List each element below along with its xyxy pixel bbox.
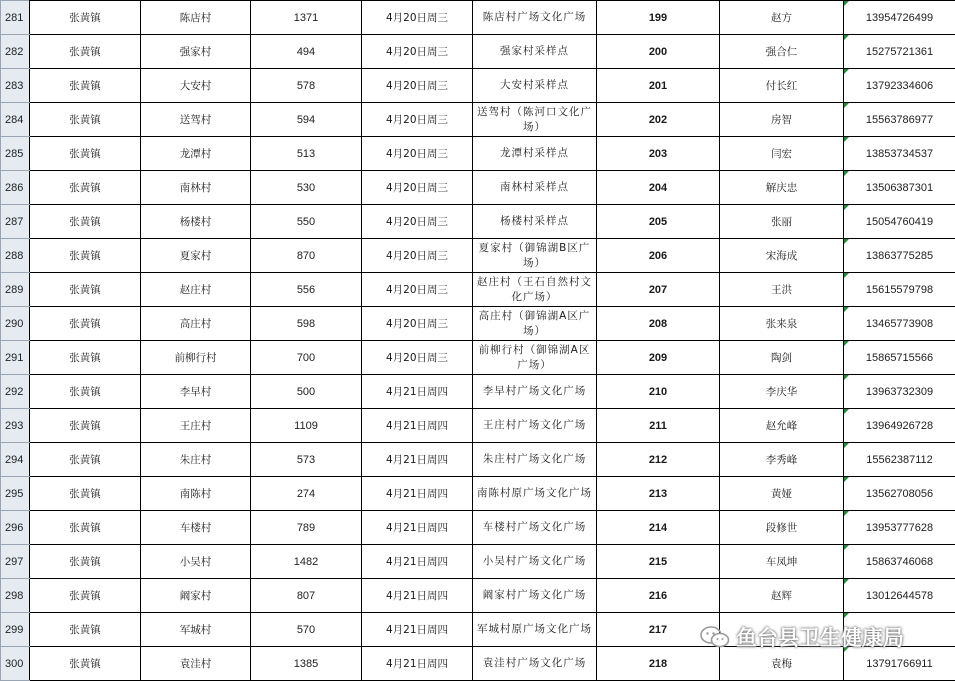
contact-cell[interactable]: 陶剑 — [720, 341, 844, 375]
population-cell[interactable]: 550 — [251, 205, 362, 239]
sequence-cell[interactable]: 208 — [597, 307, 720, 341]
population-cell[interactable]: 530 — [251, 171, 362, 205]
population-cell[interactable]: 594 — [251, 103, 362, 137]
phone-cell[interactable]: 15615579798 — [844, 273, 955, 307]
sequence-cell[interactable]: 201 — [597, 69, 720, 103]
site-cell[interactable]: 南林村采样点 — [473, 171, 597, 205]
phone-cell[interactable]: 13465773908 — [844, 307, 955, 341]
site-cell[interactable]: 赵庄村（王石自然村文化广场） — [473, 273, 597, 307]
table-row — [1, 137, 955, 171]
row-number[interactable]: 281 — [1, 1, 30, 35]
phone-cell[interactable]: 13506387301 — [844, 171, 955, 205]
town-cell[interactable]: 张黄镇 — [30, 69, 141, 103]
village-cell[interactable]: 高庄村 — [141, 307, 251, 341]
phone-cell[interactable]: 13012644578 — [844, 579, 955, 613]
contact-cell[interactable]: 宋海成 — [720, 239, 844, 273]
village-cell[interactable]: 车楼村 — [141, 511, 251, 545]
sequence-cell[interactable]: 217 — [597, 613, 720, 647]
date-cell[interactable]: 4月21日周四 — [362, 511, 473, 545]
date-cell[interactable]: 4月20日周三 — [362, 137, 473, 171]
population-cell[interactable]: 1371 — [251, 1, 362, 35]
table-row — [1, 273, 955, 307]
site-cell[interactable]: 强家村采样点 — [473, 35, 597, 69]
town-cell[interactable]: 张黄镇 — [30, 341, 141, 375]
town-cell[interactable]: 张黄镇 — [30, 647, 141, 681]
site-cell[interactable]: 高庄村（御锦湖A区广场） — [473, 307, 597, 341]
date-cell[interactable]: 4月21日周四 — [362, 409, 473, 443]
village-cell[interactable]: 前柳行村 — [141, 341, 251, 375]
village-cell[interactable]: 夏家村 — [141, 239, 251, 273]
town-cell[interactable]: 张黄镇 — [30, 409, 141, 443]
row-number[interactable]: 293 — [1, 409, 30, 443]
village-cell[interactable]: 陈店村 — [141, 1, 251, 35]
phone-cell[interactable]: 13562708056 — [844, 477, 955, 511]
row-number[interactable]: 292 — [1, 375, 30, 409]
table-row — [1, 307, 955, 341]
site-cell[interactable]: 陈店村广场文化广场 — [473, 1, 597, 35]
sequence-cell[interactable]: 216 — [597, 579, 720, 613]
population-cell[interactable]: 598 — [251, 307, 362, 341]
population-cell[interactable]: 500 — [251, 375, 362, 409]
site-cell[interactable]: 前柳行村（御锦湖A区广场） — [473, 341, 597, 375]
site-cell[interactable]: 车楼村广场文化广场 — [473, 511, 597, 545]
population-cell[interactable]: 513 — [251, 137, 362, 171]
date-cell[interactable]: 4月20日周三 — [362, 35, 473, 69]
date-cell[interactable]: 4月20日周三 — [362, 307, 473, 341]
contact-cell[interactable]: 付长红 — [720, 69, 844, 103]
site-cell[interactable]: 小吴村广场文化广场 — [473, 545, 597, 579]
watermark — [700, 622, 904, 652]
sequence-cell[interactable]: 210 — [597, 375, 720, 409]
phone-cell[interactable]: 15275721361 — [844, 35, 955, 69]
date-cell[interactable]: 4月21日周四 — [362, 647, 473, 681]
sequence-cell[interactable]: 200 — [597, 35, 720, 69]
table-row — [1, 35, 955, 69]
village-cell[interactable]: 大安村 — [141, 69, 251, 103]
sequence-cell[interactable]: 211 — [597, 409, 720, 443]
contact-cell[interactable]: 段修世 — [720, 511, 844, 545]
date-cell[interactable]: 4月20日周三 — [362, 341, 473, 375]
phone-cell[interactable]: 13792334606 — [844, 69, 955, 103]
date-cell[interactable]: 4月21日周四 — [362, 545, 473, 579]
table-row — [1, 239, 955, 273]
row-number[interactable]: 286 — [1, 171, 30, 205]
village-cell[interactable]: 阚家村 — [141, 579, 251, 613]
contact-cell[interactable]: 王洪 — [720, 273, 844, 307]
town-cell[interactable]: 张黄镇 — [30, 511, 141, 545]
town-cell[interactable]: 张黄镇 — [30, 545, 141, 579]
table-row — [1, 545, 955, 579]
village-cell[interactable]: 李早村 — [141, 375, 251, 409]
sequence-cell[interactable]: 206 — [597, 239, 720, 273]
site-cell[interactable]: 夏家村（御锦湖B区广场） — [473, 239, 597, 273]
population-cell[interactable]: 573 — [251, 443, 362, 477]
village-cell[interactable]: 军城村 — [141, 613, 251, 647]
site-cell[interactable]: 南陈村原广场文化广场 — [473, 477, 597, 511]
site-cell[interactable]: 杨楼村采样点 — [473, 205, 597, 239]
town-cell[interactable]: 张黄镇 — [30, 239, 141, 273]
population-cell[interactable]: 1385 — [251, 647, 362, 681]
site-cell[interactable]: 王庄村广场文化广场 — [473, 409, 597, 443]
population-cell[interactable]: 494 — [251, 35, 362, 69]
population-cell[interactable]: 274 — [251, 477, 362, 511]
phone-cell[interactable]: 13863775285 — [844, 239, 955, 273]
site-cell[interactable]: 送驾村（陈河口文化广场） — [473, 103, 597, 137]
table-row — [1, 171, 955, 205]
date-cell[interactable]: 4月21日周四 — [362, 579, 473, 613]
phone-cell[interactable]: 13954726499 — [844, 1, 955, 35]
contact-cell[interactable]: 赵方 — [720, 1, 844, 35]
date-cell[interactable]: 4月20日周三 — [362, 205, 473, 239]
table-row — [1, 579, 955, 613]
row-number[interactable]: 299 — [1, 613, 30, 647]
site-cell[interactable]: 阚家村广场文化广场 — [473, 579, 597, 613]
population-cell[interactable]: 578 — [251, 69, 362, 103]
wechat-icon — [700, 625, 730, 649]
sequence-cell[interactable]: 203 — [597, 137, 720, 171]
population-cell[interactable]: 1482 — [251, 545, 362, 579]
row-number[interactable]: 288 — [1, 239, 30, 273]
date-cell[interactable]: 4月21日周四 — [362, 477, 473, 511]
date-cell[interactable]: 4月20日周三 — [362, 69, 473, 103]
population-cell[interactable]: 870 — [251, 239, 362, 273]
village-cell[interactable]: 杨楼村 — [141, 205, 251, 239]
contact-cell[interactable]: 房智 — [720, 103, 844, 137]
table-row — [1, 205, 955, 239]
phone-cell[interactable]: 15563786977 — [844, 103, 955, 137]
row-number[interactable]: 298 — [1, 579, 30, 613]
town-cell[interactable]: 张黄镇 — [30, 35, 141, 69]
table-row — [1, 443, 955, 477]
population-cell[interactable]: 700 — [251, 341, 362, 375]
town-cell[interactable]: 张黄镇 — [30, 477, 141, 511]
table-row — [1, 1, 955, 35]
date-cell[interactable]: 4月20日周三 — [362, 103, 473, 137]
town-cell[interactable]: 张黄镇 — [30, 205, 141, 239]
contact-cell[interactable]: 闫宏 — [720, 137, 844, 171]
village-cell[interactable]: 南陈村 — [141, 477, 251, 511]
row-number[interactable]: 283 — [1, 69, 30, 103]
site-cell[interactable]: 军城村原广场文化广场 — [473, 613, 597, 647]
phone-cell[interactable]: 15865715566 — [844, 341, 955, 375]
phone-cell[interactable]: 15054760419 — [844, 205, 955, 239]
table-row — [1, 375, 955, 409]
town-cell[interactable]: 张黄镇 — [30, 375, 141, 409]
village-cell[interactable]: 南林村 — [141, 171, 251, 205]
date-cell[interactable]: 4月21日周四 — [362, 613, 473, 647]
contact-cell[interactable]: 张丽 — [720, 205, 844, 239]
contact-cell[interactable]: 解庆忠 — [720, 171, 844, 205]
sequence-cell[interactable]: 215 — [597, 545, 720, 579]
sequence-cell[interactable]: 218 — [597, 647, 720, 681]
town-cell[interactable]: 张黄镇 — [30, 103, 141, 137]
date-cell[interactable]: 4月21日周四 — [362, 375, 473, 409]
village-cell[interactable]: 王庄村 — [141, 409, 251, 443]
sequence-cell[interactable]: 199 — [597, 1, 720, 35]
contact-cell[interactable]: 李秀峰 — [720, 443, 844, 477]
table-row — [1, 511, 955, 545]
sequence-cell[interactable]: 205 — [597, 205, 720, 239]
row-number[interactable]: 295 — [1, 477, 30, 511]
sequence-cell[interactable]: 209 — [597, 341, 720, 375]
row-number[interactable]: 291 — [1, 341, 30, 375]
table-row — [1, 409, 955, 443]
sequence-cell[interactable]: 213 — [597, 477, 720, 511]
row-number[interactable]: 284 — [1, 103, 30, 137]
phone-cell[interactable]: 13853734537 — [844, 137, 955, 171]
town-cell[interactable]: 张黄镇 — [30, 137, 141, 171]
contact-cell[interactable]: 张来泉 — [720, 307, 844, 341]
contact-cell[interactable]: 赵允峰 — [720, 409, 844, 443]
sequence-cell[interactable]: 204 — [597, 171, 720, 205]
town-cell[interactable]: 张黄镇 — [30, 273, 141, 307]
contact-cell[interactable]: 黄娅 — [720, 477, 844, 511]
village-cell[interactable]: 赵庄村 — [141, 273, 251, 307]
sequence-cell[interactable]: 214 — [597, 511, 720, 545]
row-number[interactable]: 300 — [1, 647, 30, 681]
site-cell[interactable]: 袁洼村广场文化广场 — [473, 647, 597, 681]
date-cell[interactable]: 4月20日周三 — [362, 273, 473, 307]
population-cell[interactable]: 807 — [251, 579, 362, 613]
table-row — [1, 477, 955, 511]
date-cell[interactable]: 4月20日周三 — [362, 171, 473, 205]
village-cell[interactable]: 小吴村 — [141, 545, 251, 579]
village-cell[interactable]: 袁洼村 — [141, 647, 251, 681]
table-body — [1, 1, 955, 681]
village-cell[interactable]: 送驾村 — [141, 103, 251, 137]
contact-cell[interactable]: 袁梅 — [720, 647, 844, 681]
date-cell[interactable]: 4月20日周三 — [362, 239, 473, 273]
phone-cell[interactable]: 13963732309 — [844, 375, 955, 409]
town-cell[interactable]: 张黄镇 — [30, 579, 141, 613]
town-cell[interactable]: 张黄镇 — [30, 613, 141, 647]
row-number[interactable]: 285 — [1, 137, 30, 171]
phone-cell[interactable]: 13791766911 — [844, 647, 955, 681]
row-number[interactable]: 289 — [1, 273, 30, 307]
row-number[interactable]: 294 — [1, 443, 30, 477]
sequence-cell[interactable]: 212 — [597, 443, 720, 477]
contact-cell[interactable]: 李庆华 — [720, 375, 844, 409]
watermark-text: 鱼台县卫生健康局 — [736, 622, 904, 652]
date-cell[interactable]: 4月20日周三 — [362, 1, 473, 35]
row-number[interactable]: 296 — [1, 511, 30, 545]
town-cell[interactable]: 张黄镇 — [30, 1, 141, 35]
town-cell[interactable]: 张黄镇 — [30, 307, 141, 341]
row-number[interactable]: 287 — [1, 205, 30, 239]
village-cell[interactable]: 朱庄村 — [141, 443, 251, 477]
town-cell[interactable]: 张黄镇 — [30, 171, 141, 205]
row-number[interactable]: 297 — [1, 545, 30, 579]
phone-cell[interactable]: 15863746068 — [844, 545, 955, 579]
site-cell[interactable]: 李早村广场文化广场 — [473, 375, 597, 409]
phone-cell[interactable]: 13964926728 — [844, 409, 955, 443]
site-cell[interactable]: 龙潭村采样点 — [473, 137, 597, 171]
village-cell[interactable]: 强家村 — [141, 35, 251, 69]
row-number[interactable]: 290 — [1, 307, 30, 341]
village-cell[interactable]: 龙潭村 — [141, 137, 251, 171]
phone-cell[interactable]: 15562387112 — [844, 443, 955, 477]
site-cell[interactable]: 大安村采样点 — [473, 69, 597, 103]
date-cell[interactable]: 4月21日周四 — [362, 443, 473, 477]
contact-cell[interactable]: 强合仁 — [720, 35, 844, 69]
town-cell[interactable]: 张黄镇 — [30, 443, 141, 477]
phone-cell[interactable]: 13953777628 — [844, 511, 955, 545]
population-cell[interactable]: 570 — [251, 613, 362, 647]
population-cell[interactable]: 1109 — [251, 409, 362, 443]
contact-cell[interactable]: 赵辉 — [720, 579, 844, 613]
table-row — [1, 69, 955, 103]
population-cell[interactable]: 789 — [251, 511, 362, 545]
site-cell[interactable]: 朱庄村广场文化广场 — [473, 443, 597, 477]
row-number[interactable]: 282 — [1, 35, 30, 69]
contact-cell[interactable]: 车凤坤 — [720, 545, 844, 579]
table-row — [1, 103, 955, 137]
population-cell[interactable]: 556 — [251, 273, 362, 307]
sequence-cell[interactable]: 207 — [597, 273, 720, 307]
table-row — [1, 341, 955, 375]
sequence-cell[interactable]: 202 — [597, 103, 720, 137]
